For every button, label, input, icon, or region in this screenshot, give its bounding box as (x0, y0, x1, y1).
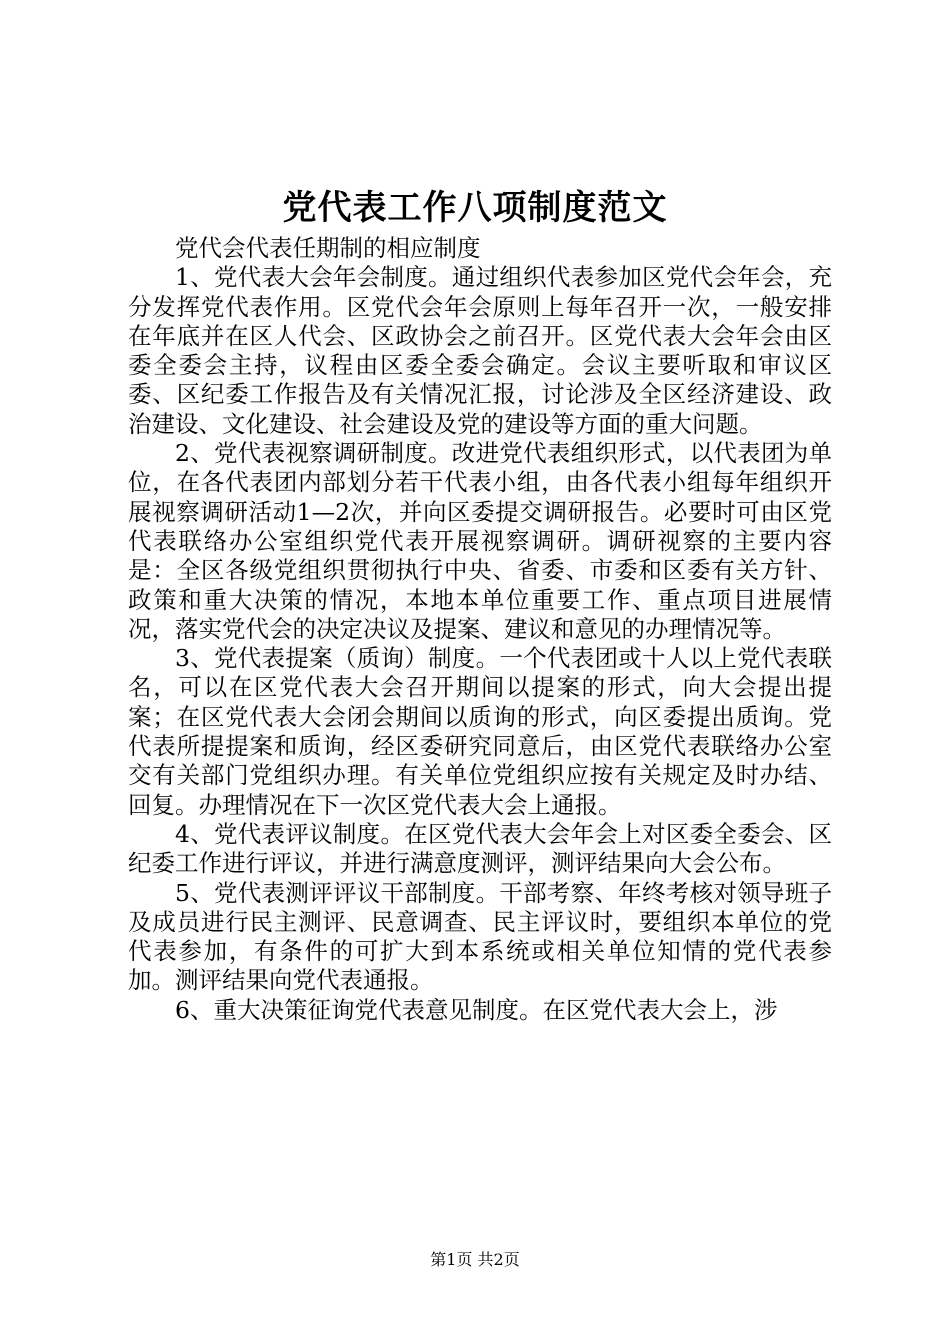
document-title: 党代表工作八项制度范文 (282, 188, 668, 228)
document-body (128, 234, 832, 1025)
paragraph-6: 6、重大决策征询党代表意见制度。在区党代表大会上，涉 (175, 995, 778, 1024)
paragraph-4: 4、党代表评议制度。在区党代表大会年会上对区委全委会、区纪委工作进行评议，并进行满意度测评，测评结果向大会公布。 (128, 819, 832, 878)
paragraph-1: 1、党代表大会年会制度。通过组织代表参加区党代会年会，充分发挥党代表作用。区党代会年会原则上每年召开一次，一般安排在年底并在区人代会、区政协会之前召开。区党代表大会年会由区委全委会主持，议程由区委全委会确定。会议主要听取和审议区委、区纪委工作报告及有关情况汇报，讨论涉及全区经济建设、政治建设、文化建设、社会建设及党的建设等方面的重大问题。 (128, 263, 832, 438)
paragraph-5: 5、党代表测评评议干部制度。干部考察、年终考核对领导班子及成员进行民主测评、民意调查、民主评议时，要组织本单位的党代表参加，有条件的可扩大到本系统或相关单位知情的党代表参加。测评结果向党代表通报。 (128, 878, 832, 995)
paragraph-2: 2、党代表视察调研制度。改进党代表组织形式，以代表团为单位，在各代表团内部划分若干代表小组，由各代表小组每年组织开展视察调研活动1—2次，并向区委提交调研报告。必要时可由区党代表联络办公室组织党代表开展视察调研。调研视察的主要内容是：全区各级党组织贯彻执行中央、省委、市委和区委有关方针、政策和重大决策的情况，本地本单位重要工作、重点项目进展情况，落实党代会的决定决议及提案、建议和意见的办理情况等。 (128, 439, 832, 643)
page-footer: 第1页 共2页 (430, 1250, 520, 1269)
subtitle-paragraph: 党代会代表任期制的相应制度 (175, 234, 481, 262)
paragraph-3: 3、党代表提案（质询）制度。一个代表团或十人以上党代表联名，可以在区党代表大会召开期间以提案的形式，向大会提出提案；在区党代表大会闭会期间以质询的形式，向区委提出质询。党代表所提提案和质询，经区委研究同意后，由区党代表联络办公室交有关部门党组织办理。有关单位党组织应按有关规定及时办结、回复。办理情况在下一次区党代表大会上通报。 (128, 644, 832, 819)
